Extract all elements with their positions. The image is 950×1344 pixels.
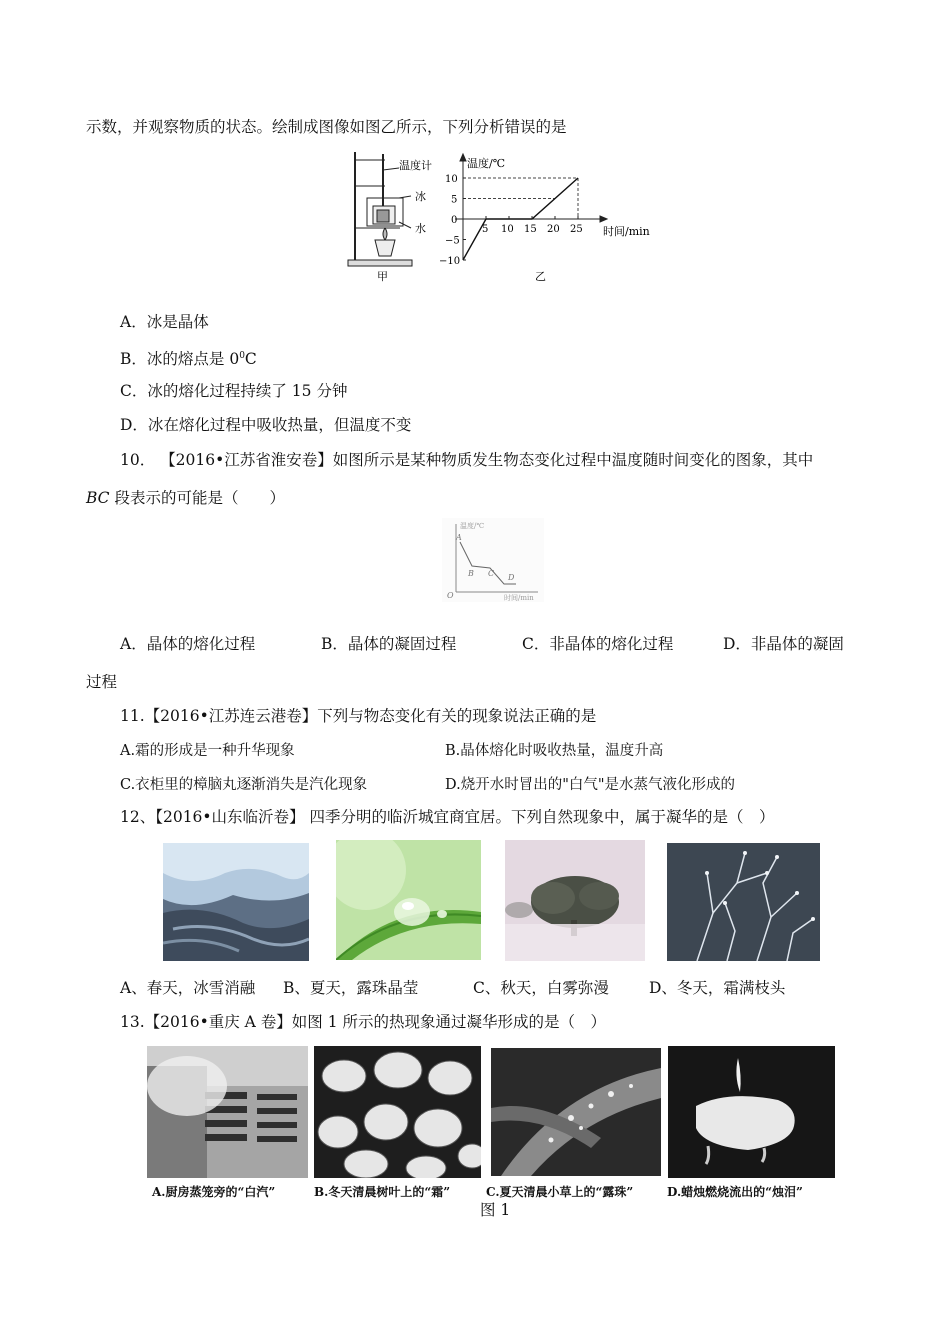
q13-caption-b: B.冬天清晨树叶上的“霜” <box>314 1185 451 1199</box>
q9-option-b: B．冰的熔点是 $0^0C$ <box>120 350 257 369</box>
q10-stem-line2: BC 段表示的可能是（ ） <box>86 489 285 507</box>
q10-figure <box>442 518 544 602</box>
q10-fig-origin: O <box>447 591 454 600</box>
x-tick-label: 10 <box>501 224 514 235</box>
q13-caption-a: A.厨房蒸笼旁的“白汽” <box>152 1185 276 1199</box>
q13-caption-c: C.夏天清晨小草上的“露珠” <box>486 1185 634 1199</box>
q12-stem: 12、【2016•山东临沂卷】 四季分明的临沂城宜商宜居。下列自然现象中，属于凝华的是（ ） <box>120 808 775 826</box>
chart-guides <box>463 178 578 219</box>
q12-option-c: C、秋天，白雾弥漫 <box>473 979 609 997</box>
dewdrop-leaf-photo <box>336 840 481 960</box>
q10-option-d-continued: 过程 <box>86 673 118 691</box>
y-tick-label: −5 <box>445 235 460 247</box>
q11-option-a: A.霜的形成是一种升华现象 <box>120 743 295 759</box>
q9-option-a: A．冰是晶体 <box>120 313 209 331</box>
q10-fig-point-c: C <box>488 569 495 578</box>
water-label: 水 <box>415 222 426 235</box>
q9-option-d: D．冰在熔化过程中吸收热量，但温度不变 <box>120 416 412 434</box>
q11-option-d: D.烧开水时冒出的"白气"是水蒸气液化形成的 <box>445 777 736 793</box>
y-tick-label: 5 <box>451 194 458 206</box>
y-tick-label: 10 <box>445 174 458 185</box>
q10-option-b: B．晶体的凝固过程 <box>321 635 457 653</box>
intro-line: 示数，并观察物质的状态。绘制成图像如图乙所示，下列分析错误的是 <box>86 118 567 136</box>
q12-option-a: A、春天，冰雪消融 <box>120 979 256 997</box>
x-tick-label: 20 <box>547 224 560 235</box>
figure-1-label: 图 1 <box>480 1201 511 1219</box>
q13-stem: 13.【2016•重庆 A 卷】如图 1 所示的热现象通过凝华形成的是（ ） <box>120 1013 607 1031</box>
candle-tears-photo <box>668 1046 835 1178</box>
y-tick-label: −10 <box>439 256 461 267</box>
x-tick-label: 15 <box>524 224 537 235</box>
q10-fig-xlabel: 时间/min <box>504 594 534 602</box>
q10-fig-point-a: A <box>456 533 462 542</box>
q10-stem: 10． 【2016•江苏省淮安卷】如图所示是某种物质发生物态变化过程中温度随时间变化的图象，其中 <box>120 451 814 469</box>
jia-label: 甲 <box>377 270 388 283</box>
x-tick-label: 25 <box>570 224 583 235</box>
misty-tree-photo <box>505 840 645 961</box>
dew-on-grass-photo <box>491 1048 661 1176</box>
frost-branches-photo <box>667 843 820 961</box>
q11-option-b: B.晶体熔化时吸收热量，温度升高 <box>445 743 664 759</box>
q9-option-c: C．冰的熔化过程持续了 15 分钟 <box>120 382 348 400</box>
ice-stream-photo <box>163 843 309 961</box>
q10-fig-point-b: B <box>468 569 474 578</box>
q11-option-c: C.衣柜里的樟脑丸逐渐消失是汽化现象 <box>120 777 368 793</box>
q9-figure <box>345 148 665 284</box>
q10-fig-point-d: D <box>508 573 515 582</box>
frost-on-leaves-photo <box>314 1046 481 1178</box>
q10-option-d: D．非晶体的凝固 <box>723 635 844 653</box>
chart-xlabel: 时间/min <box>603 225 650 238</box>
q10-option-c: C．非晶体的熔化过程 <box>522 635 674 653</box>
q12-option-d: D、冬天，霜满枝头 <box>649 979 786 997</box>
ice-label: 冰 <box>415 190 426 203</box>
thermometer-label: 温度计 <box>399 159 432 172</box>
q12-option-b: B、夏天，露珠晶莹 <box>283 979 419 997</box>
x-tick-label: 5 <box>482 224 489 235</box>
chart-ylabel: 温度/℃ <box>467 157 506 170</box>
q13-caption-d: D.蜡烛燃烧流出的“烛泪” <box>667 1185 803 1199</box>
yi-label: 乙 <box>535 270 546 283</box>
q10-option-a: A．晶体的熔化过程 <box>120 635 256 653</box>
y-tick-label: 0 <box>451 215 458 226</box>
q10-fig-ylabel: 温度/℃ <box>460 522 485 530</box>
steamer-white-vapor-photo <box>147 1046 308 1178</box>
q11-stem: 11.【2016•江苏连云港卷】下列与物态变化有关的现象说法正确的是 <box>120 707 597 725</box>
chart-yticks <box>439 174 466 267</box>
